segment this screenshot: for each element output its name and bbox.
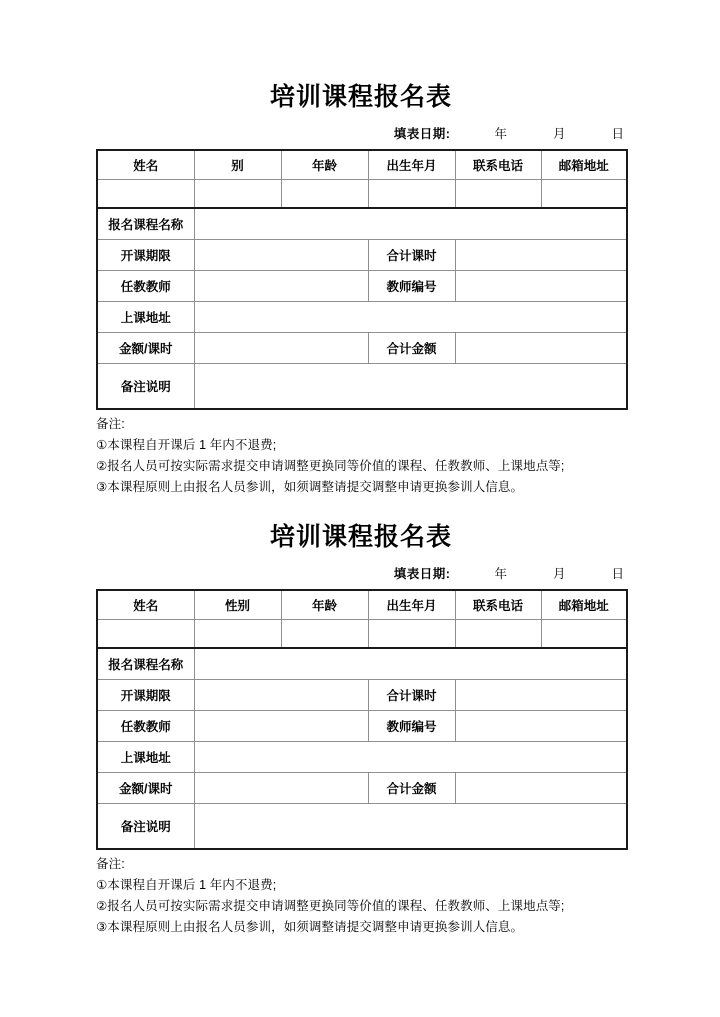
field-email[interactable] — [541, 180, 627, 209]
date-year-slot[interactable]: 年 — [494, 567, 507, 581]
table-row — [97, 302, 627, 333]
label-course-period: 开课期限 — [97, 680, 194, 711]
field-gender[interactable] — [194, 620, 281, 649]
date-line-label: 填表日期: — [393, 567, 451, 581]
table-row — [97, 773, 627, 804]
label-total-hours: 合计课时 — [368, 680, 455, 711]
registration-form-1 — [96, 80, 626, 498]
field-remarks[interactable] — [194, 364, 627, 410]
table-header-row — [97, 590, 627, 620]
note-item: ②报名人员可按实际需求提交申请调整更换同等价值的课程、任教教师、上课地点等; — [96, 899, 565, 913]
field-remarks[interactable] — [194, 804, 627, 850]
table-row — [97, 711, 627, 742]
field-name[interactable] — [97, 620, 194, 649]
date-line — [96, 124, 626, 144]
field-age[interactable] — [281, 180, 368, 209]
header-birthdate: 出生年月 — [368, 590, 455, 620]
field-course-period[interactable] — [194, 680, 368, 711]
field-course-period[interactable] — [194, 240, 368, 271]
label-remarks: 备注说明 — [97, 804, 194, 850]
label-class-address: 上课地址 — [97, 302, 194, 333]
field-course-name[interactable] — [194, 648, 627, 680]
header-age: 年龄 — [281, 150, 368, 180]
header-gender: 性别 — [194, 590, 281, 620]
notes-section — [96, 854, 626, 938]
header-birthdate: 出生年月 — [368, 150, 455, 180]
table-row — [97, 208, 627, 240]
notes-section — [96, 414, 626, 498]
note-item: ③本课程原则上由报名人员参训，如须调整请提交调整申请更换参训人信息。 — [96, 480, 524, 494]
date-year-slot[interactable]: 年 — [494, 127, 507, 141]
field-amount-per-hour[interactable] — [194, 333, 368, 364]
notes-heading: 备注: — [96, 417, 125, 431]
table-row — [97, 271, 627, 302]
field-total-amount[interactable] — [455, 773, 627, 804]
label-teacher: 任教教师 — [97, 711, 194, 742]
header-phone: 联系电话 — [455, 590, 541, 620]
table-row — [97, 648, 627, 680]
label-course-name: 报名课程名称 — [97, 208, 194, 240]
label-total-hours: 合计课时 — [368, 240, 455, 271]
date-day-slot[interactable]: 日 — [611, 567, 624, 581]
header-email: 邮箱地址 — [541, 150, 627, 180]
date-day-slot[interactable]: 日 — [611, 127, 624, 141]
table-row — [97, 333, 627, 364]
label-course-period: 开课期限 — [97, 240, 194, 271]
field-gender[interactable] — [194, 180, 281, 209]
header-email: 邮箱地址 — [541, 590, 627, 620]
field-total-amount[interactable] — [455, 333, 627, 364]
label-total-amount: 合计金额 — [368, 773, 455, 804]
table-header-row — [97, 150, 627, 180]
date-month-slot[interactable]: 月 — [552, 127, 566, 141]
header-gender: 别 — [194, 150, 281, 180]
table-row — [97, 804, 627, 850]
header-phone: 联系电话 — [455, 150, 541, 180]
field-age[interactable] — [281, 620, 368, 649]
field-amount-per-hour[interactable] — [194, 773, 368, 804]
field-course-name[interactable] — [194, 208, 627, 240]
field-teacher[interactable] — [194, 711, 368, 742]
label-teacher: 任教教师 — [97, 271, 194, 302]
registration-table — [96, 589, 628, 850]
label-amount-per-hour: 金额/课时 — [97, 333, 194, 364]
table-row — [97, 364, 627, 410]
field-phone[interactable] — [455, 620, 541, 649]
table-row — [97, 180, 627, 209]
field-birthdate[interactable] — [368, 180, 455, 209]
date-month-slot[interactable]: 月 — [552, 567, 566, 581]
field-birthdate[interactable] — [368, 620, 455, 649]
note-item: ②报名人员可按实际需求提交申请调整更换同等价值的课程、任教教师、上课地点等; — [96, 459, 565, 473]
field-teacher-id[interactable] — [455, 271, 627, 302]
field-phone[interactable] — [455, 180, 541, 209]
label-teacher-id: 教师编号 — [368, 271, 455, 302]
form-title: 培训课程报名表 — [269, 83, 452, 111]
note-item: ①本课程自开课后 1 年内不退费; — [96, 878, 277, 892]
field-name[interactable] — [97, 180, 194, 209]
field-class-address[interactable] — [194, 302, 627, 333]
field-total-hours[interactable] — [455, 680, 627, 711]
field-teacher-id[interactable] — [455, 711, 627, 742]
field-email[interactable] — [541, 620, 627, 649]
header-name: 姓名 — [97, 590, 194, 620]
label-class-address: 上课地址 — [97, 742, 194, 773]
note-item: ①本课程自开课后 1 年内不退费; — [96, 438, 277, 452]
date-line — [96, 564, 626, 584]
table-row — [97, 680, 627, 711]
field-teacher[interactable] — [194, 271, 368, 302]
label-total-amount: 合计金额 — [368, 333, 455, 364]
label-remarks: 备注说明 — [97, 364, 194, 410]
date-line-label: 填表日期: — [393, 127, 451, 141]
table-row — [97, 240, 627, 271]
label-course-name: 报名课程名称 — [97, 648, 194, 680]
header-age: 年龄 — [281, 590, 368, 620]
table-row — [97, 620, 627, 649]
field-total-hours[interactable] — [455, 240, 627, 271]
registration-table — [96, 149, 628, 410]
notes-heading: 备注: — [96, 857, 125, 871]
table-row — [97, 742, 627, 773]
label-amount-per-hour: 金额/课时 — [97, 773, 194, 804]
registration-form-2 — [96, 520, 626, 938]
label-teacher-id: 教师编号 — [368, 711, 455, 742]
note-item: ③本课程原则上由报名人员参训，如须调整请提交调整申请更换参训人信息。 — [96, 920, 524, 934]
header-name: 姓名 — [97, 150, 194, 180]
form-title: 培训课程报名表 — [269, 523, 452, 551]
field-class-address[interactable] — [194, 742, 627, 773]
